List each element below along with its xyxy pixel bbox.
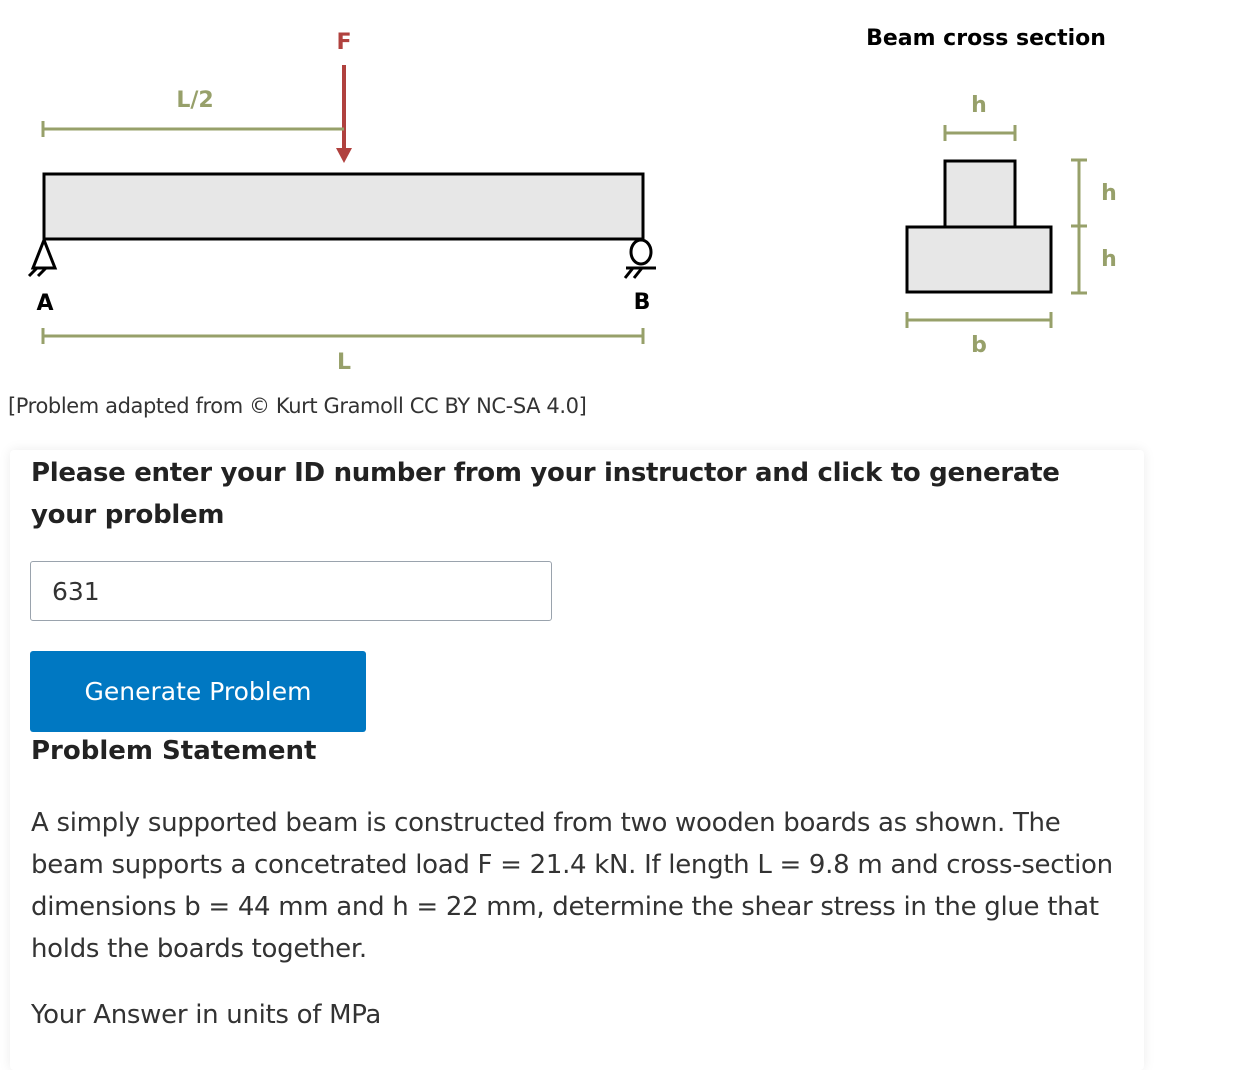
half-length-dimension	[43, 121, 344, 137]
roller-support-icon	[625, 240, 656, 278]
base-dimension	[907, 312, 1051, 328]
problem-statement-title: Problem Statement	[31, 736, 317, 766]
top-width-label: h	[971, 93, 987, 118]
id-number-input[interactable]	[30, 561, 552, 621]
generate-problem-button[interactable]: Generate Problem	[30, 651, 366, 732]
top-board	[945, 161, 1015, 227]
section-title: Beam cross section	[866, 26, 1106, 51]
height-dimension	[1071, 160, 1087, 293]
problem-statement-body: A simply supported beam is constructed from two wooden boards as shown. The beam supports a concetrated load F = 21.4 kN. If length L = 9.8 m and cross-section dimensions b = 44 mm and h = 22 mm, determine the shear stress in the glue that holds the boards together.	[31, 808, 1113, 964]
credit-text: [Problem adapted from © Kurt Gramoll CC BY NC-SA 4.0]	[8, 394, 587, 418]
support-b-label: B	[633, 290, 651, 315]
force-label: F	[336, 30, 352, 55]
base-label: b	[971, 333, 987, 358]
beam-diagram	[0, 0, 700, 380]
pin-support-icon	[29, 240, 55, 276]
bottom-board	[907, 227, 1051, 292]
cross-section-diagram	[860, 15, 1140, 365]
height-top-label: h	[1101, 181, 1117, 206]
height-bottom-label: h	[1101, 247, 1117, 272]
top-width-dimension	[945, 125, 1015, 141]
id-prompt: Please enter your ID number from your instructor and click to generate your problem	[31, 458, 1060, 530]
length-dimension	[43, 328, 643, 344]
problem-card	[10, 450, 1144, 1070]
beam	[44, 174, 643, 239]
answer-label: Your Answer in units of MPa	[31, 1000, 382, 1030]
force-arrow-head	[336, 148, 352, 163]
length-label: L	[336, 350, 352, 375]
half-length-label: L/2	[176, 88, 214, 113]
support-a-label: A	[36, 291, 54, 316]
